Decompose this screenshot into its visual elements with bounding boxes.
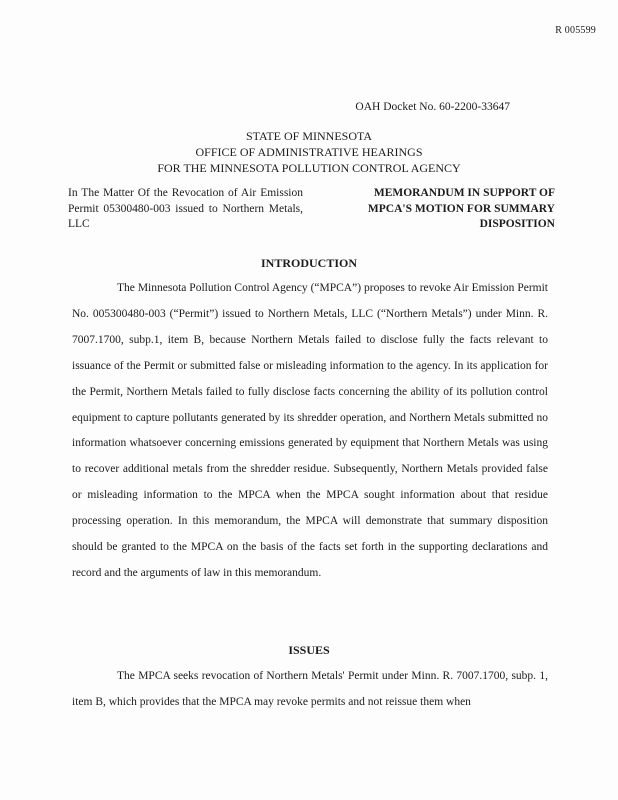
bates-number: R 005599 — [555, 25, 596, 36]
introduction-paragraph: The Minnesota Pollution Control Agency (“MPCA”) proposes to revoke Air Emission Permit No. 005300480-003 (“Permit”) issued to Northern Metals, LLC (“Northern Metals”) under Minn. R. 7007.1700, subp.1, item B, because Northern Metals failed to disclose fully the facts relevant to issuance of the Permit or submitted false or misleading information to the agency. In its application for the Permit, Northern Metals failed to fully disclose facts concerning the ability of its pollution control equipment to capture pollutants generated by its shredder operation, and Northern Metals submitted no information whatsoever concerning emissions generated by equipment that Northern Metals was using to recover additional metals from the shredder residue. Subsequently, Northern Metals provided false or misleading information to the MPCA when the MPCA sought information about that residue processing operation. In this memorandum, the MPCA will demonstrate that summary disposition should be granted to the MPCA on the basis of the facts set forth in the supporting declarations and record and the arguments of law in this memorandum. — [72, 282, 548, 579]
court-line-office: OFFICE OF ADMINISTRATIVE HEARINGS — [195, 145, 423, 159]
court-line-state: STATE OF MINNESOTA — [245, 129, 373, 143]
case-caption — [68, 186, 555, 233]
memorandum-title: MEMORANDUM IN SUPPORT OF MPCA'S MOTION FOR SUMMARY DISPOSITION — [367, 187, 555, 230]
court-header — [0, 128, 618, 176]
introduction-heading: INTRODUCTION — [260, 256, 357, 270]
issues-heading: ISSUES — [288, 643, 330, 657]
docket-number: OAH Docket No. 60-2200-33647 — [355, 101, 510, 113]
matter-caption: In The Matter Of the Revocation of Air Emission Permit 05300480-003 issued to Northern Metals, LLC — [68, 187, 303, 230]
issues-paragraph: The MPCA seeks revocation of Northern Metals' Permit under Minn. R. 7007.1700, subp. 1, item B, which provides that the MPCA may revoke permits and not reissue them when — [72, 670, 548, 708]
court-line-agency: FOR THE MINNESOTA POLLUTION CONTROL AGENCY — [157, 161, 461, 175]
